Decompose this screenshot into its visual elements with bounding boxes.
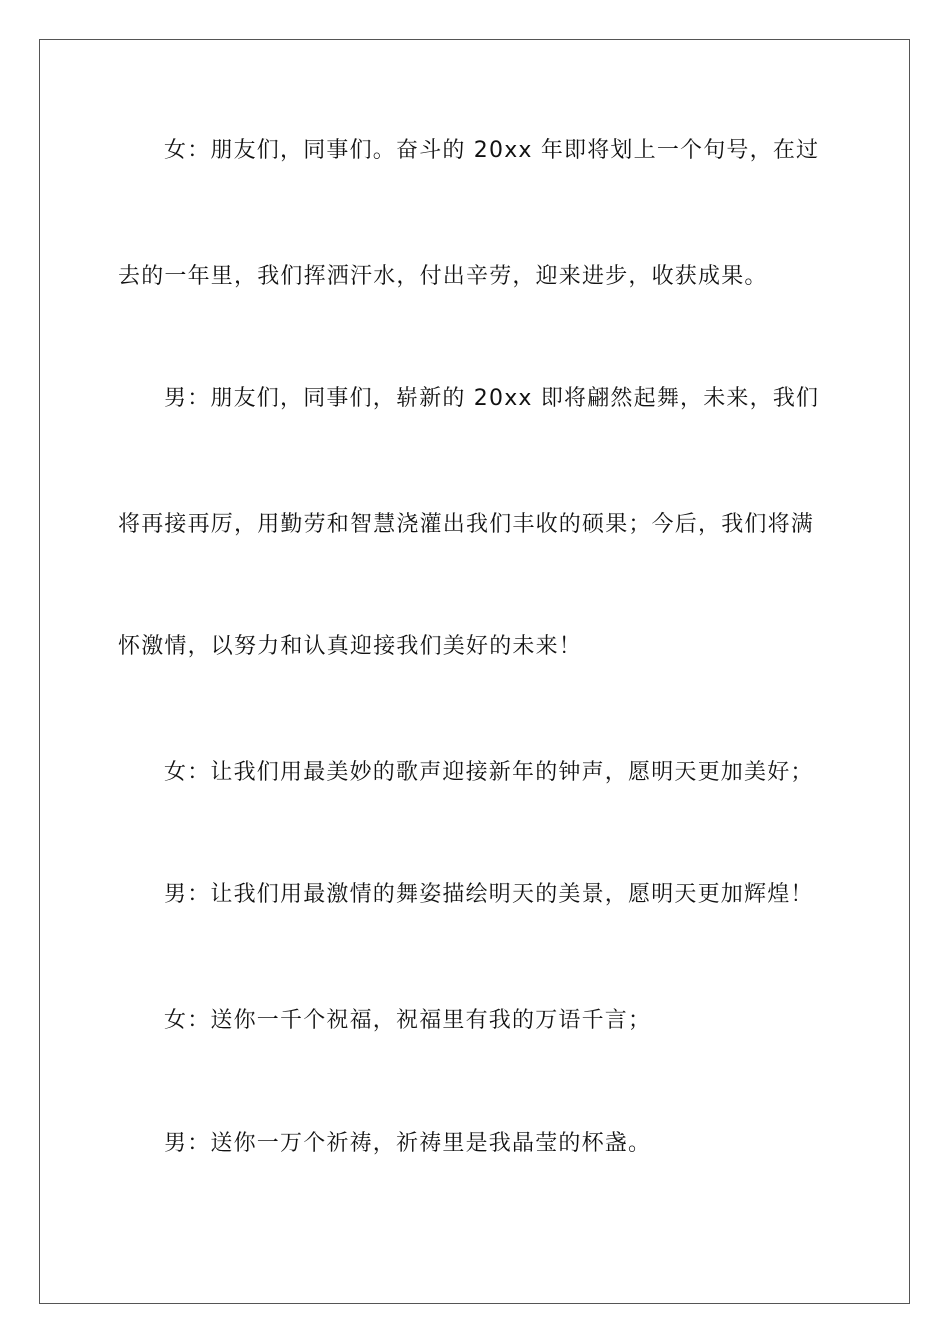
paragraph-line-5: 怀激情，以努力和认真迎接我们美好的未来！ xyxy=(118,634,583,659)
paragraph-line-2: 去的一年里，我们挥洒汗水，付出辛劳，迎来进步，收获成果。 xyxy=(118,264,768,289)
page-frame xyxy=(39,39,910,1304)
paragraph-line-4: 将再接再厉，用勤劳和智慧浇灌出我们丰收的硕果；今后，我们将满 xyxy=(118,512,815,537)
paragraph-line-8: 女：送你一千个祝福，祝福里有我的万语千言； xyxy=(164,1008,652,1033)
paragraph-line-9: 男：送你一万个祈祷，祈祷里是我晶莹的杯盏。 xyxy=(164,1131,652,1156)
paragraph-line-3: 男：朋友们，同事们，崭新的 20xx 即将翩然起舞，未来，我们 xyxy=(164,386,820,411)
paragraph-line-7: 男：让我们用最激情的舞姿描绘明天的美景，愿明天更加辉煌！ xyxy=(164,882,814,907)
paragraph-line-6: 女：让我们用最美妙的歌声迎接新年的钟声，愿明天更加美好； xyxy=(164,760,814,785)
paragraph-line-1: 女：朋友们，同事们。奋斗的 20xx 年即将划上一个句号，在过 xyxy=(164,138,820,163)
